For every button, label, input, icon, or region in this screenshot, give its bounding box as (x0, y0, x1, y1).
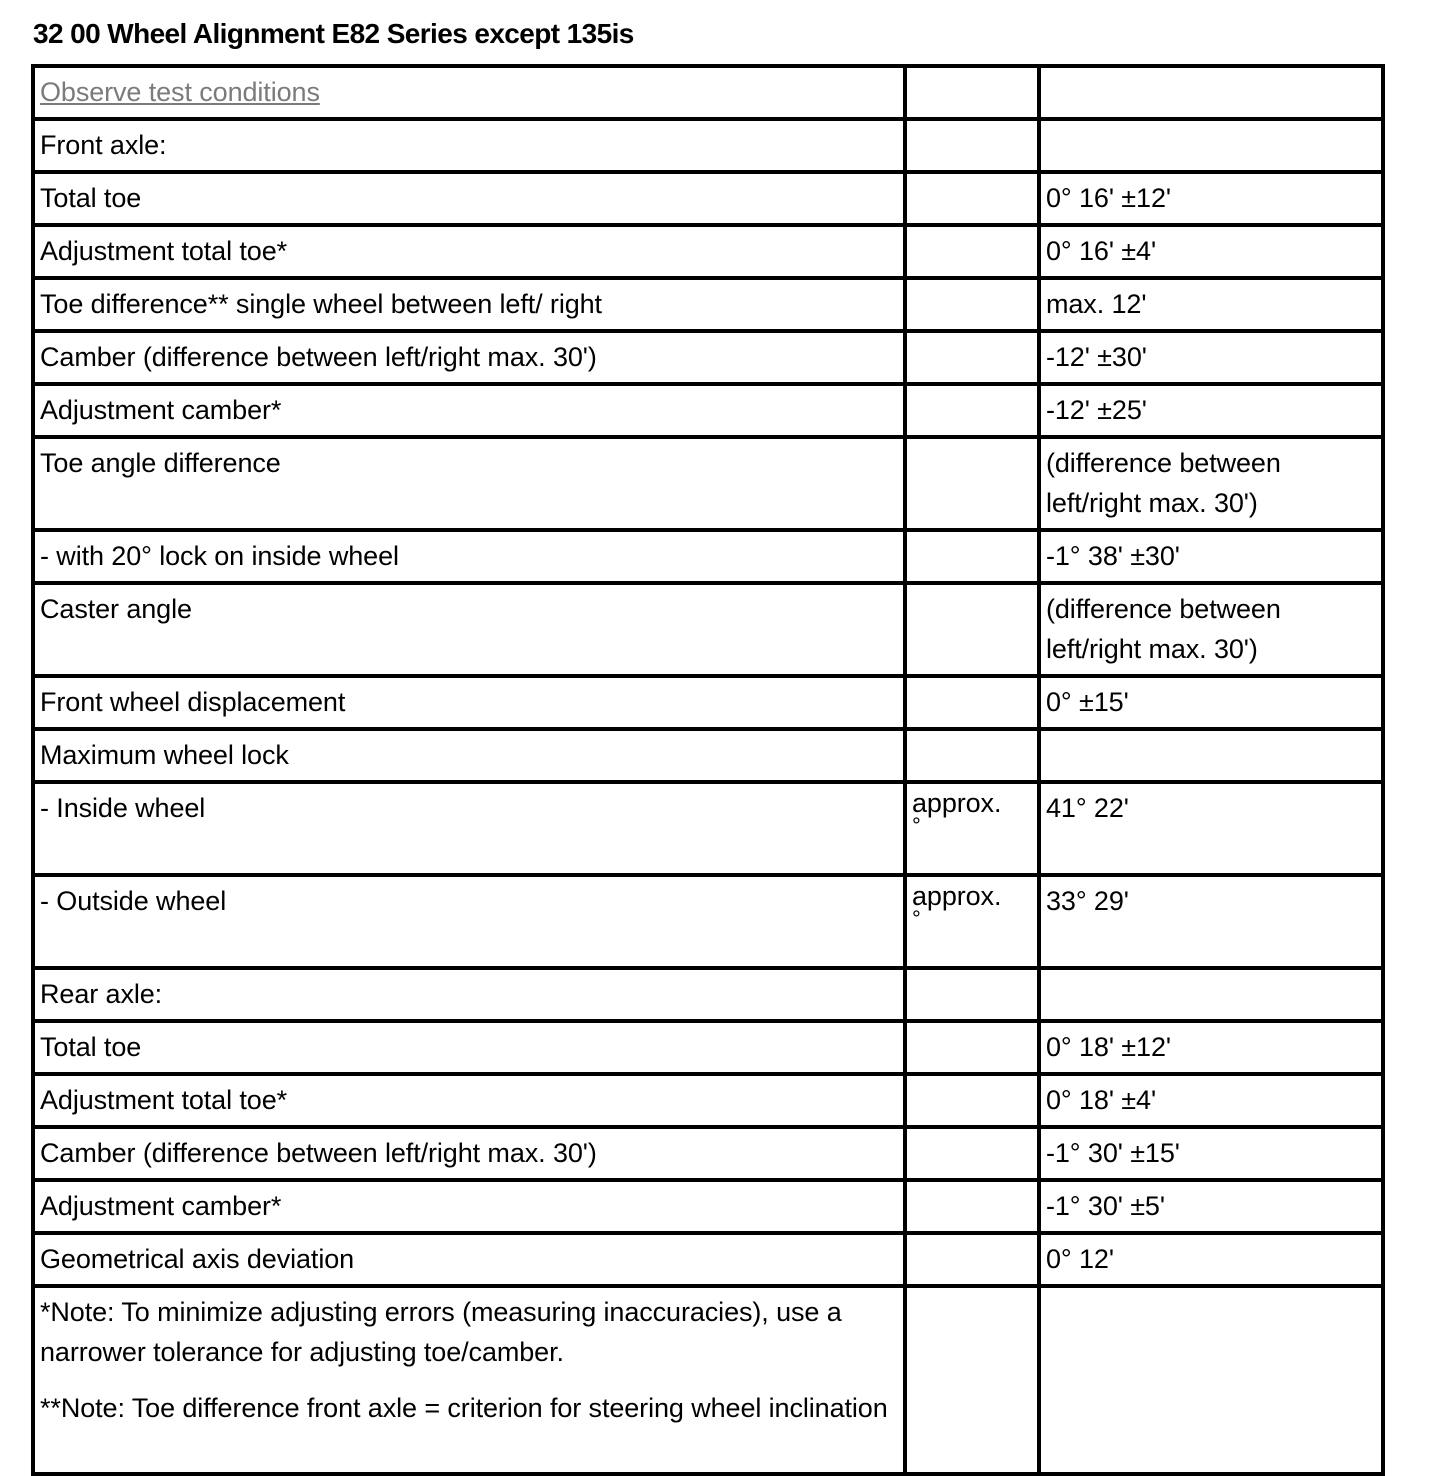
row-unit-cell (905, 1127, 1039, 1180)
row-label-cell: Adjustment camber* (33, 1180, 905, 1233)
row-unit-cell (905, 875, 1039, 968)
row-value-cell (1039, 119, 1383, 172)
note-adjusting-tolerance: *Note: To minimize adjusting errors (measuring inaccuracies), use a narrower tolerance for adjusting toe/camber. (40, 1297, 842, 1367)
table-row (33, 875, 1383, 968)
row-value-cell: (difference between left/right max. 30') (1039, 583, 1383, 676)
table-row (33, 384, 1383, 437)
row-unit-cell (905, 331, 1039, 384)
row-value-cell: 33° 29' (1039, 875, 1383, 968)
row-label-cell: Adjustment total toe* (33, 225, 905, 278)
row-unit-cell (905, 225, 1039, 278)
row-value-cell: (difference between left/right max. 30') (1039, 437, 1383, 530)
row-unit-cell (905, 1021, 1039, 1074)
table-row (33, 530, 1383, 583)
row-value-cell: -1° 30' ±5' (1039, 1180, 1383, 1233)
row-unit-cell (905, 1180, 1039, 1233)
row-label-cell: Geometrical axis deviation (33, 1233, 905, 1286)
row-value-cell: -1° 30' ±15' (1039, 1127, 1383, 1180)
page-title: 32 00 Wheel Alignment E82 Series except 135is (33, 18, 634, 49)
row-label-cell: Maximum wheel lock (33, 729, 905, 782)
table-row (33, 583, 1383, 676)
row-unit-cell (905, 530, 1039, 583)
row-value-cell: 0° 18' ±12' (1039, 1021, 1383, 1074)
row-unit-cell (905, 66, 1039, 119)
row-label-cell: Toe difference** single wheel between left/ right (33, 278, 905, 331)
table-row (33, 66, 1383, 119)
row-unit-cell (905, 172, 1039, 225)
row-label-cell (33, 66, 905, 119)
approx-label: approx. (912, 788, 1002, 818)
table-row (33, 782, 1383, 875)
row-value-cell: max. 12' (1039, 278, 1383, 331)
notes-row (33, 1286, 1383, 1474)
row-unit-cell (905, 1286, 1039, 1474)
row-unit-cell (905, 384, 1039, 437)
row-unit-cell (905, 968, 1039, 1021)
approx-label: approx. (912, 881, 1002, 911)
note-toe-difference: **Note: Toe difference front axle = criterion for steering wheel inclination (40, 1393, 888, 1423)
row-value-cell (1039, 729, 1383, 782)
row-unit-cell (905, 119, 1039, 172)
row-value-cell: 0° 16' ±12' (1039, 172, 1383, 225)
table-row (33, 1127, 1383, 1180)
row-label-cell: Caster angle (33, 583, 905, 676)
table-row (33, 1074, 1383, 1127)
table-row (33, 278, 1383, 331)
table-row (33, 676, 1383, 729)
table-row (33, 331, 1383, 384)
row-label-cell: Front axle: (33, 119, 905, 172)
table-row (33, 225, 1383, 278)
degree-symbol: ° (912, 813, 921, 838)
table-row (33, 968, 1383, 1021)
row-label-cell: - Outside wheel (33, 875, 905, 968)
row-label-cell: Adjustment camber* (33, 384, 905, 437)
row-label-cell: Total toe (33, 172, 905, 225)
notes-cell (33, 1286, 905, 1474)
row-label-cell: Front wheel displacement (33, 676, 905, 729)
table-row (33, 729, 1383, 782)
row-value-cell: 0° 18' ±4' (1039, 1074, 1383, 1127)
row-label-cell: - with 20° lock on inside wheel (33, 530, 905, 583)
row-label-cell: Rear axle: (33, 968, 905, 1021)
row-label-cell: Adjustment total toe* (33, 1074, 905, 1127)
table-row (33, 172, 1383, 225)
row-unit-cell (905, 583, 1039, 676)
row-unit-cell (905, 278, 1039, 331)
observe-test-conditions-link[interactable]: Observe test conditions (40, 77, 320, 107)
row-unit-cell (905, 1074, 1039, 1127)
row-value-cell (1039, 66, 1383, 119)
row-value-cell: 0° 12' (1039, 1233, 1383, 1286)
row-value-cell: 41° 22' (1039, 782, 1383, 875)
row-label-cell: Total toe (33, 1021, 905, 1074)
table-row (33, 119, 1383, 172)
row-unit-cell (905, 676, 1039, 729)
row-label-cell: Camber (difference between left/right max. 30') (33, 331, 905, 384)
row-value-cell: -12' ±25' (1039, 384, 1383, 437)
table-row (33, 1180, 1383, 1233)
degree-symbol: ° (912, 906, 921, 931)
table-row (33, 1233, 1383, 1286)
row-label-cell: - Inside wheel (33, 782, 905, 875)
table-row (33, 1021, 1383, 1074)
row-value-cell (1039, 968, 1383, 1021)
wheel-alignment-table (31, 64, 1385, 1476)
row-unit-cell (905, 437, 1039, 530)
row-unit-cell (905, 782, 1039, 875)
row-value-cell: -1° 38' ±30' (1039, 530, 1383, 583)
row-value-cell: 0° 16' ±4' (1039, 225, 1383, 278)
row-value-cell: -12' ±30' (1039, 331, 1383, 384)
row-label-cell: Camber (difference between left/right max. 30') (33, 1127, 905, 1180)
row-label-cell: Toe angle difference (33, 437, 905, 530)
row-value-cell: 0° ±15' (1039, 676, 1383, 729)
row-unit-cell (905, 729, 1039, 782)
table-row (33, 437, 1383, 530)
row-value-cell (1039, 1286, 1383, 1474)
row-unit-cell (905, 1233, 1039, 1286)
